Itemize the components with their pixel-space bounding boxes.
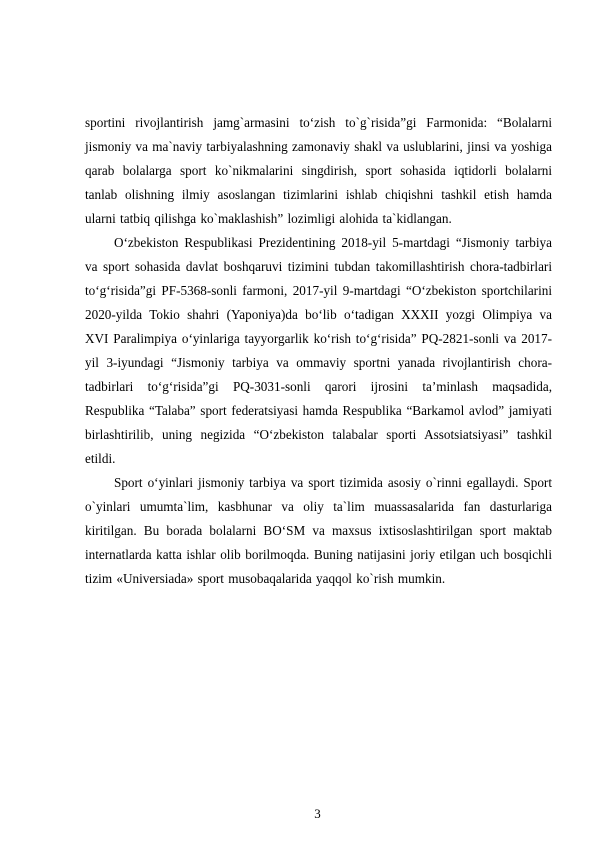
paragraph-presidential-decree: O‘zbekiston Respublikasi Prezidentining 2018-yil 5-martdagi “Jismoniy tarbiya va sport sohasida davlat boshqaruvi tizimini tubdan takomillashtirish chora-tadbirlari to‘g‘risida”gi PF-5368-sonli farmoni, 2017-yil 9-martdagi “O‘zbekiston sportchilarini 2020-yilda Tokio shahri (Yaponiya)da bo‘lib o‘tadigan XXXII yozgi Olimpiya va XVI Paralimpiya o‘yinlariga tayyorgarlik ko‘rish to‘g‘risida” PQ-2821-sonli va 2017-yil 3-iyundagi “Jismoniy tarbiya va ommaviy sportni yanada rivojlantirish chora-tadbirlari to‘g‘risida”gi PQ-3031-sonli qarori ijrosini ta’minlash maqsadida, Respublika “Talaba” sport federatsiyasi hamda Respublika “Barkamol avlod” jamiyati birlashtirilib, uning negizida “O‘zbekiston talabalar sporti Assotsiatsiyasi” tashkil etildi. bbox=[85, 235, 552, 466]
body-text bbox=[85, 111, 552, 591]
paragraph-sport-games: Sport o‘yinlari jismoniy tarbiya va sport tizimida asosiy o`rinni egallaydi. Sport o`yinlari umumta`lim, kasbhunar va oliy ta`lim muassasalarida fan dasturlariga kiritilgan. Bu borada bolalarni BO‘SM va maxsus ixtisoslashtirilgan sport maktab internatlarda katta ishlar olib borilmoqda. Buning natijasini joriy etilgan uch bosqichli tizim «Universiada» sport musobaqalarida yaqqol ko`rish mumkin. bbox=[85, 475, 552, 586]
page-number: 3 bbox=[314, 806, 321, 821]
paragraph-continued: sportini rivojlantirish jamg`armasini to‘zish to`g`risida”gi Farmonida: “Bolalarni jismoniy va ma`naviy tarbiyalashning zamonaviy shakl va uslublarini, jinsi va yoshiga qarab bolalarga sport ko`nikmalarini singdirish, sport sohasida iqtidorli bolalarni tanlab olishning ilmiy asoslangan tizimlarini ishlab chiqishni tashkil etish hamda ularni tatbiq qilishga ko`maklashish” lozimligi alohida ta`kidlangan. bbox=[85, 115, 552, 226]
